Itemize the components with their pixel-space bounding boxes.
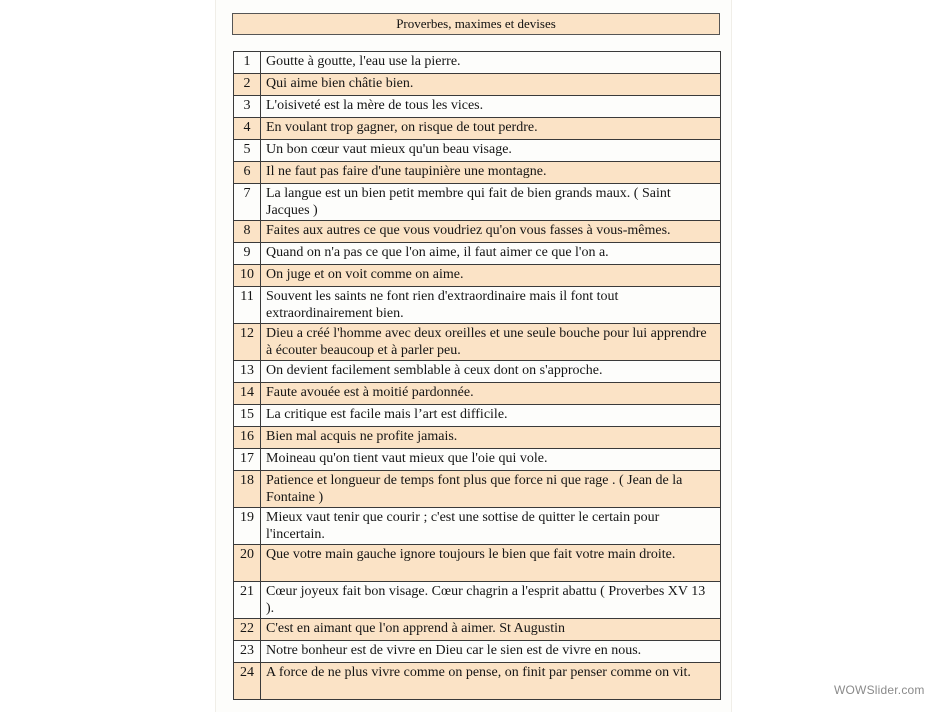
table-row xyxy=(234,140,721,162)
row-number: 16 xyxy=(234,427,261,449)
row-number: 5 xyxy=(234,140,261,162)
table-row xyxy=(234,221,721,243)
table-row xyxy=(234,184,721,221)
table-row xyxy=(234,74,721,96)
table-row xyxy=(234,663,721,700)
table-row xyxy=(234,545,721,582)
proverb-text: L'oisiveté est la mère de tous les vices. xyxy=(261,96,721,118)
document-page xyxy=(216,0,731,712)
table-row xyxy=(234,383,721,405)
proverb-text: En voulant trop gagner, on risque de tout perdre. xyxy=(261,118,721,140)
row-number: 18 xyxy=(234,471,261,508)
table-row xyxy=(234,619,721,641)
table-row xyxy=(234,162,721,184)
proverb-text: Faute avouée est à moitié pardonnée. xyxy=(261,383,721,405)
row-number: 21 xyxy=(234,582,261,619)
table-row xyxy=(234,427,721,449)
row-number: 3 xyxy=(234,96,261,118)
proverb-text: On devient facilement semblable à ceux dont on s'approche. xyxy=(261,361,721,383)
row-number: 8 xyxy=(234,221,261,243)
table-row xyxy=(234,508,721,545)
proverb-text: On juge et on voit comme on aime. xyxy=(261,265,721,287)
table-row xyxy=(234,582,721,619)
row-number: 6 xyxy=(234,162,261,184)
row-number: 12 xyxy=(234,324,261,361)
proverb-text: Souvent les saints ne font rien d'extraordinaire mais il font tout extraordinairement bien. xyxy=(261,287,721,324)
proverb-text: Bien mal acquis ne profite jamais. xyxy=(261,427,721,449)
row-number: 19 xyxy=(234,508,261,545)
row-number: 1 xyxy=(234,52,261,74)
row-number: 13 xyxy=(234,361,261,383)
table-row xyxy=(234,243,721,265)
proverb-text: Goutte à goutte, l'eau use la pierre. xyxy=(261,52,721,74)
row-number: 24 xyxy=(234,663,261,700)
table-row xyxy=(234,287,721,324)
table-row xyxy=(234,265,721,287)
proverb-text: Notre bonheur est de vivre en Dieu car le sien est de vivre en nous. xyxy=(261,641,721,663)
proverb-text: C'est en aimant que l'on apprend à aimer. St Augustin xyxy=(261,619,721,641)
table-row xyxy=(234,118,721,140)
proverb-text: Quand on n'a pas ce que l'on aime, il faut aimer ce que l'on a. xyxy=(261,243,721,265)
proverb-text: Mieux vaut tenir que courir ; c'est une sottise de quitter le certain pour l'incertain. xyxy=(261,508,721,545)
document-title: Proverbes, maximes et devises xyxy=(232,13,720,35)
table-row xyxy=(234,96,721,118)
proverb-text: La langue est un bien petit membre qui fait de bien grands maux. ( Saint Jacques ) xyxy=(261,184,721,221)
row-number: 23 xyxy=(234,641,261,663)
table-row xyxy=(234,449,721,471)
row-number: 10 xyxy=(234,265,261,287)
row-number: 4 xyxy=(234,118,261,140)
proverb-text: Qui aime bien châtie bien. xyxy=(261,74,721,96)
row-number: 7 xyxy=(234,184,261,221)
proverb-text: La critique est facile mais l’art est difficile. xyxy=(261,405,721,427)
proverb-text: Patience et longueur de temps font plus que force ni que rage . ( Jean de la Fontaine ) xyxy=(261,471,721,508)
proverb-text: Un bon cœur vaut mieux qu'un beau visage. xyxy=(261,140,721,162)
table-row xyxy=(234,324,721,361)
table-row xyxy=(234,641,721,663)
row-number: 14 xyxy=(234,383,261,405)
table-row xyxy=(234,405,721,427)
proverb-text: Que votre main gauche ignore toujours le bien que fait votre main droite. xyxy=(261,545,721,582)
watermark-text: WOWSlider.com xyxy=(834,683,925,697)
row-number: 22 xyxy=(234,619,261,641)
proverbs-table xyxy=(233,51,721,700)
row-number: 15 xyxy=(234,405,261,427)
table-row xyxy=(234,471,721,508)
table-row xyxy=(234,52,721,74)
row-number: 9 xyxy=(234,243,261,265)
proverb-text: Cœur joyeux fait bon visage. Cœur chagrin a l'esprit abattu ( Proverbes XV 13 ). xyxy=(261,582,721,619)
row-number: 17 xyxy=(234,449,261,471)
table-row xyxy=(234,361,721,383)
proverb-text: Faites aux autres ce que vous voudriez qu'on vous fasses à vous-mêmes. xyxy=(261,221,721,243)
proverb-text: Il ne faut pas faire d'une taupinière une montagne. xyxy=(261,162,721,184)
proverb-text: Dieu a créé l'homme avec deux oreilles et une seule bouche pour lui apprendre à écouter beaucoup et à parler peu. xyxy=(261,324,721,361)
proverb-text: A force de ne plus vivre comme on pense, on finit par penser comme on vit. xyxy=(261,663,721,700)
proverb-text: Moineau qu'on tient vaut mieux que l'oie qui vole. xyxy=(261,449,721,471)
row-number: 20 xyxy=(234,545,261,582)
row-number: 2 xyxy=(234,74,261,96)
row-number: 11 xyxy=(234,287,261,324)
